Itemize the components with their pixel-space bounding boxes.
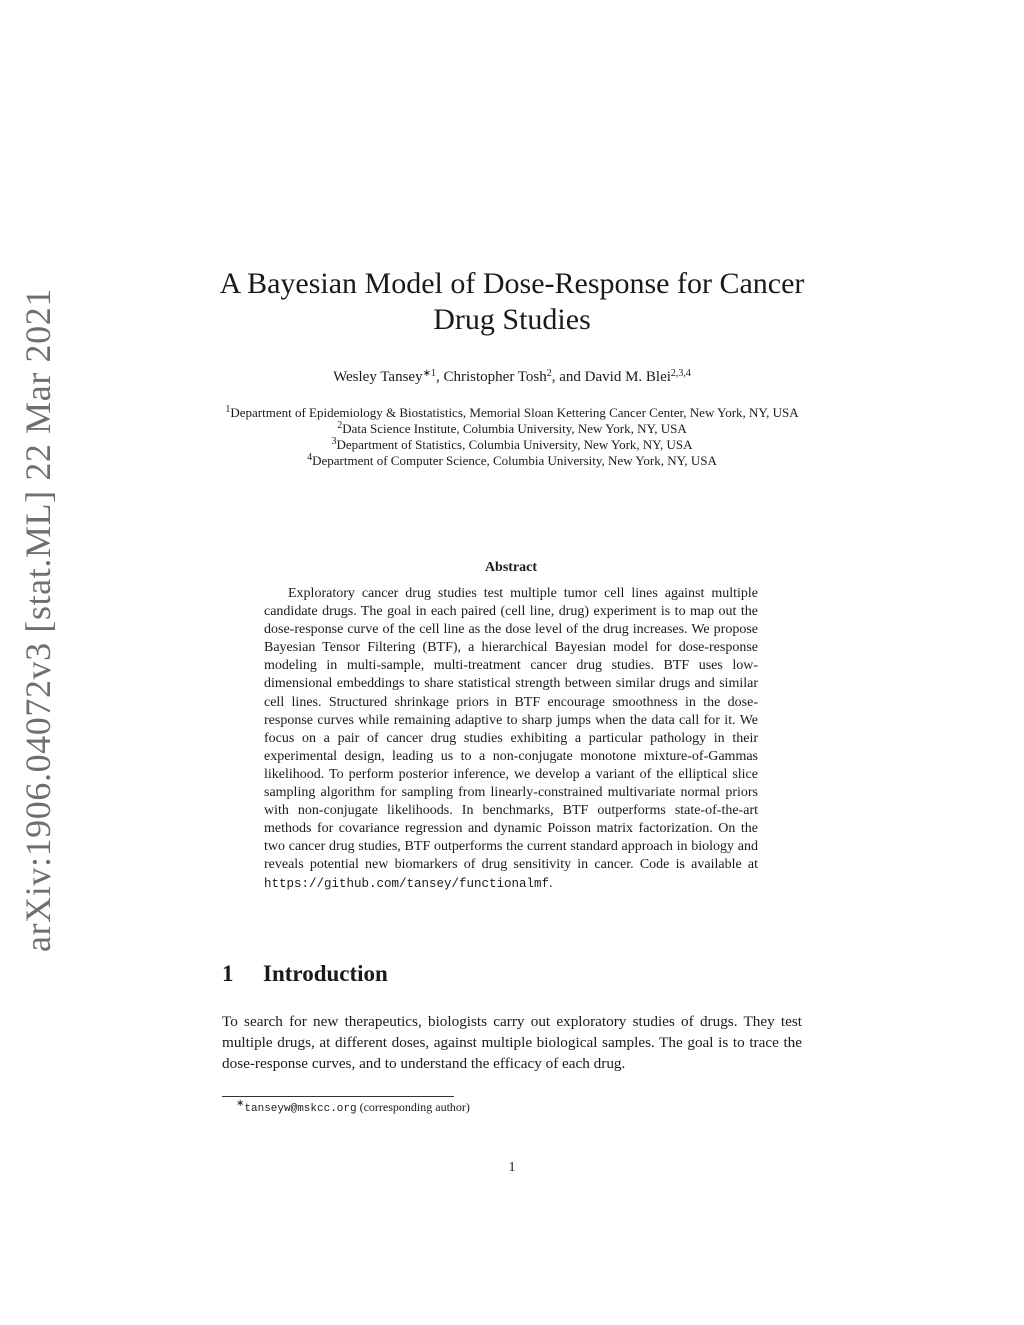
section-number: 1: [222, 961, 234, 986]
footnote-email[interactable]: tanseyw@mskcc.org: [244, 1103, 357, 1115]
affiliation: [222, 421, 802, 437]
affiliation-num: 4: [307, 452, 313, 463]
intro-paragraph: To search for new therapeutics, biologists carry out exploratory studies of drugs. They test multiple drugs, at different doses, against multiple biological samples. The goal is to trace the dose-response curves, and to understand the efficacy of each drug.: [222, 1013, 802, 1072]
title-line-2: Drug Studies: [433, 303, 591, 336]
affiliation: [222, 437, 802, 453]
footnote-mark: ∗: [236, 1098, 245, 1109]
affiliation-num: 2: [337, 420, 343, 431]
author-name: Wesley Tansey: [333, 369, 423, 385]
section-heading: [222, 961, 802, 987]
arxiv-stamp: arXiv:1906.04072v3 [stat.ML] 22 Mar 2021: [18, 288, 58, 952]
author-sup: 2: [546, 368, 552, 379]
author-separator: , and: [551, 369, 585, 385]
affiliation-list: [222, 405, 802, 469]
paper-title: [200, 266, 824, 338]
abstract-body: [264, 585, 758, 893]
page-number: 1: [508, 1160, 516, 1175]
section-title: Introduction: [263, 961, 388, 986]
affiliation-num: 3: [331, 436, 337, 447]
author-separator: ,: [435, 369, 444, 385]
affiliation-text: Department of Epidemiology & Biostatistics, Memorial Sloan Kettering Cancer Center, New York, NY, USA: [230, 405, 799, 420]
author-sup: ∗1: [422, 368, 436, 379]
footnote: [236, 1100, 796, 1115]
affiliation-text: Department of Statistics, Columbia University, New York, NY, USA: [336, 437, 693, 452]
author-list: [200, 369, 824, 386]
abstract-text: Exploratory cancer drug studies test multiple tumor cell lines against multiple candidate drugs. The goal in each paired (cell line, drug) experiment is to map out the dose-response curve of the cell line as the dose level of the drug increases. We propose Bayesian Tensor Filtering (BTF), a hierarchical Bayesian model for dose-response modeling in multi-sample, multi-treatment cancer drug studies. BTF uses low-dimensional embeddings to share statistical strength between similar drugs and similar cell lines. Structured shrinkage priors in BTF encourage smoothness in the dose-response curves while remaining adaptive to sharp jumps when the data call for it. We focus on a pair of cancer drug studies exhibiting a particular pathology in their experimental design, leading us to a non-conjugate monotone mixture-of-Gammas likelihood. To perform posterior inference, we develop a variant of the elliptical slice sampling algorithm for sampling from linearly-constrained multivariate normal priors with non-conjugate likelihoods. In benchmarks, BTF outperforms state-of-the-art methods for covariance regression and dynamic Poisson matrix factorization. On the two cancer drug studies, BTF outperforms the current standard approach in biology and reveals potential new biomarkers of drug sensitivity in cancer. Code is available at: [264, 586, 758, 873]
footnote-text: (corresponding author): [356, 1100, 470, 1114]
author-name: Christopher Tosh: [443, 369, 547, 385]
affiliation-num: 1: [225, 404, 231, 415]
affiliation-text: Data Science Institute, Columbia University, New York, NY, USA: [342, 421, 687, 436]
title-line-1: A Bayesian Model of Dose-Response for Cancer: [219, 267, 805, 300]
affiliation-text: Department of Computer Science, Columbia University, New York, NY, USA: [312, 453, 717, 468]
abstract-end: .: [549, 875, 553, 891]
author-sup: 2,3,4: [670, 368, 691, 379]
affiliation: [222, 405, 802, 421]
affiliation: [222, 453, 802, 469]
footnote-rule: [222, 1096, 454, 1097]
author-name: David M. Blei: [584, 369, 671, 385]
abstract-heading: Abstract: [484, 560, 538, 575]
code-link[interactable]: https://github.com/tansey/functionalmf: [264, 876, 550, 891]
